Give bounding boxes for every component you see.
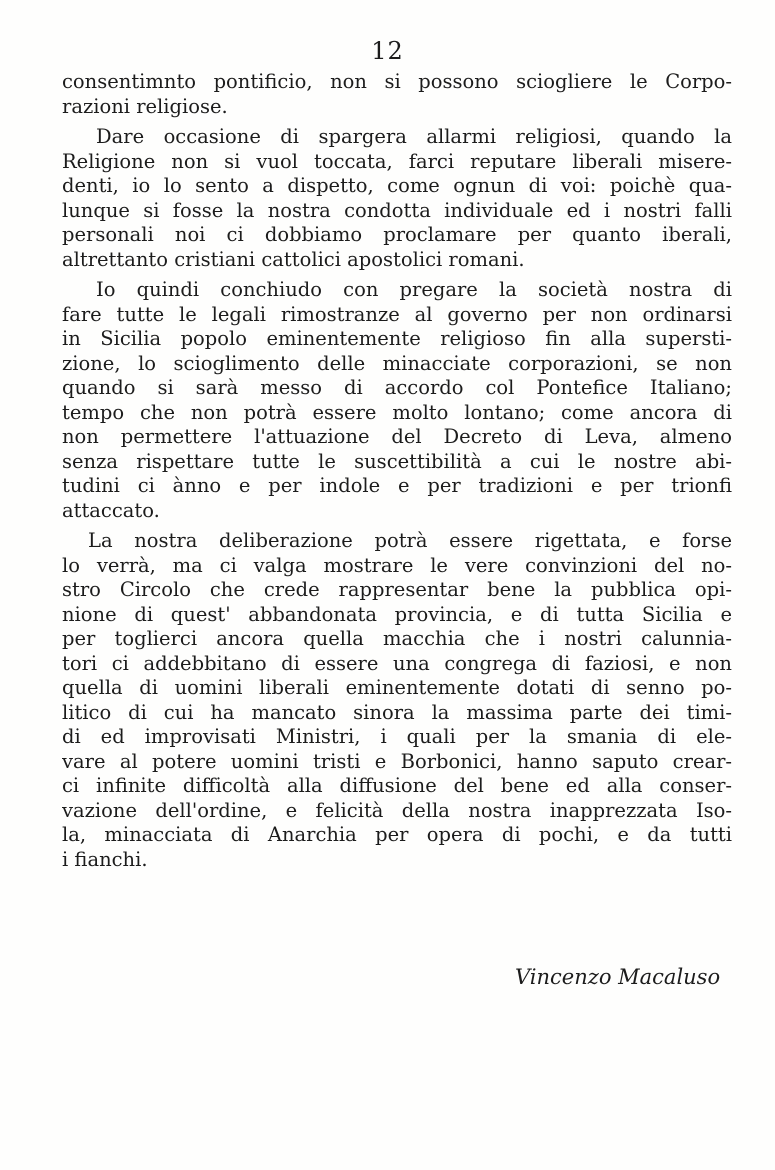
text-line: tudini ci ànno e per indole e per tradizioni e per trionfi — [62, 474, 732, 497]
text-line: consentimnto pontificio, non si possono sciogliere le Corpo- — [62, 70, 732, 93]
page-number: 12 — [371, 37, 404, 65]
body-text — [62, 70, 732, 872]
text-line: non permettere l'attuazione del Decreto di Leva, almeno — [62, 425, 732, 448]
text-line: in Sicilia popolo eminentemente religioso fin alla supersti- — [62, 327, 732, 350]
text-line: Religione non si vuol toccata, farci reputare liberali misere- — [62, 149, 732, 173]
text-line: La nostra deliberazione potrà essere rigettata, e forse — [88, 529, 732, 552]
text-line: razioni religiose. — [62, 94, 228, 118]
text-line: senza rispettare tutte le suscettibilità a cui le nostre abi- — [62, 449, 732, 473]
text-line: lunque si fosse la nostra condotta individuale ed i nostri falli — [62, 198, 732, 222]
text-line: per toglierci ancora quella macchia che i nostri calunnia- — [62, 627, 732, 650]
text-line: la, minacciata di Anarchia per opera di pochi, e da tutti — [62, 823, 732, 846]
text-line: fare tutte le legali rimostranze al governo per non ordinarsi — [62, 302, 732, 326]
text-line: Dare occasione di spargera allarmi religiosi, quando la — [96, 125, 732, 148]
text-line: quando si sarà messo di accordo col Pontefice Italiano; — [62, 376, 732, 399]
text-line: attaccato. — [62, 498, 160, 522]
paragraph-1 — [62, 70, 732, 119]
text-line: litico di cui ha mancato sinora la massima parte dei timi- — [62, 700, 732, 724]
text-line: lo verrà, ma ci valga mostrare le vere convinzioni del no- — [62, 553, 732, 577]
text-line: tori ci addebbitano di essere una congrega di faziosi, e non — [62, 651, 732, 675]
text-line: altrettanto cristiani cattolici apostolici romani. — [62, 247, 525, 271]
signature: Vincenzo Macaluso — [515, 965, 721, 989]
text-line: quella di uomini liberali eminentemente dotati di senno po- — [62, 676, 732, 699]
text-line: di ed improvisati Ministri, i quali per la smania di ele- — [62, 725, 732, 748]
text-line: personali noi ci dobbiamo proclamare per quanto iberali, — [62, 223, 732, 246]
text-line: tempo che non potrà essere molto lontano; come ancora di — [62, 400, 732, 424]
text-line: vazione dell'ordine, e felicità della nostra inapprezzata Iso- — [62, 798, 732, 822]
text-line: stro Circolo che crede rappresentar bene la pubblica opi- — [62, 578, 732, 601]
text-line: zione, lo scioglimento delle minacciate corporazioni, se non — [62, 351, 732, 375]
paragraph-2 — [62, 125, 732, 272]
text-line: ci infinite difficoltà alla diffusione del bene ed alla conser- — [62, 774, 732, 797]
text-line: i fianchi. — [62, 847, 148, 871]
paragraph-3 — [62, 278, 732, 523]
paragraph-4 — [62, 529, 732, 872]
text-line: Io quindi conchiudo con pregare la società nostra di — [96, 278, 732, 301]
text-line: nione di quest' abbandonata provincia, e di tutta Sicilia e — [62, 602, 732, 626]
text-line: denti, io lo sento a dispetto, come ognun di voi: poichè qua- — [62, 174, 732, 197]
text-line: vare al potere uomini tristi e Borbonici, hanno saputo crear- — [62, 749, 732, 773]
